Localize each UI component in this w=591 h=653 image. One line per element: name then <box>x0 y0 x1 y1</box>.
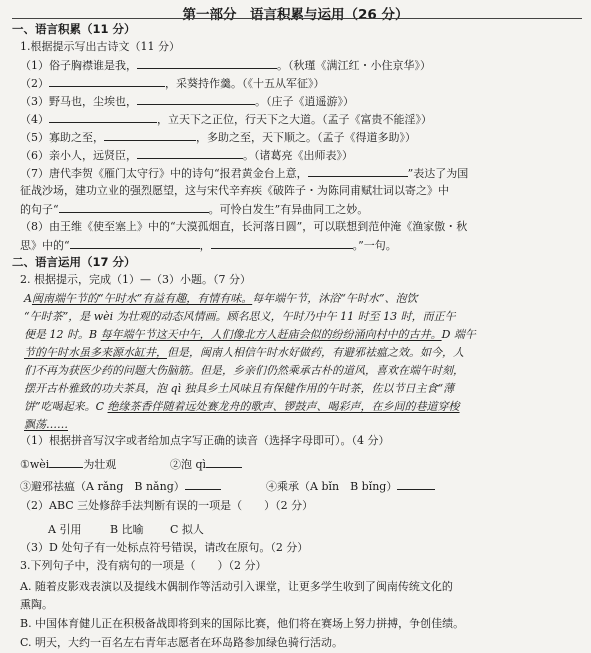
poem-item-2-pre: （2） <box>20 77 49 90</box>
poem-item-7-text-c: 的句子“ <box>20 203 59 216</box>
marker-a: A <box>24 292 32 305</box>
poem-item-8-text-b: ， <box>199 239 211 252</box>
poem-item-8-text-a: 思》中的“ <box>20 239 70 252</box>
sub1-item-b <box>170 456 242 472</box>
passage-line-2 <box>24 308 572 326</box>
passage-text: 便是 12 时。B <box>24 328 101 341</box>
poem-item-7-text-b: ”表达了为国 <box>407 167 469 180</box>
sub1-item-b-label: ②泡 qì <box>170 458 207 471</box>
poem-item-8-line2 <box>20 238 397 253</box>
sub1-item-c-label: ③避邪祛瘟（A rǎng B nǎng） <box>20 480 185 493</box>
q2-prompt: 2. 根据提示，完成（1）—（3）小题。（7 分） <box>20 273 251 286</box>
poem-item-7-line3 <box>20 202 368 217</box>
poem-item-7-line1 <box>20 166 468 181</box>
answer-blank[interactable] <box>137 58 277 69</box>
poem-item-6-pre: （6）亲小人，远贤臣， <box>20 149 137 162</box>
poem-item-7-text-a: （7）唐代李贺《雁门太守行》中的诗句“报君黄金台上意， <box>20 167 308 180</box>
underlined-text: 节的午时水虽多来源水缸井， <box>24 346 167 359</box>
answer-blank[interactable] <box>206 457 242 468</box>
section2-heading: 二、语言运用（17 分） <box>12 255 136 269</box>
passage-text: “午时茶”，是 wèi 为壮观的动态风情画。顾名思义，午时乃中午 11 时至 13 时，而正午 <box>24 310 456 323</box>
poem-item-5-pre: （5）寡助之至， <box>20 131 104 144</box>
sub-question-1: （1）根据拼音写汉字或者给加点字写正确的读音（选择字母即可）。（4 分） <box>20 434 390 447</box>
poem-item-7-text-d: 。可怜白发生”有异曲同工之妙。 <box>208 203 369 216</box>
passage-line-8 <box>24 416 572 434</box>
underlined-text: 闽南端午节的“午时水”有益有趣，有情有味。 <box>31 292 253 305</box>
answer-blank[interactable] <box>49 457 83 468</box>
answer-blank[interactable] <box>137 94 255 105</box>
sub1-item-d <box>266 478 435 494</box>
sub2-option-b[interactable]: B 比喻 <box>110 523 144 536</box>
q3-option-a-line1[interactable]: A. 随着皮影戏表演以及提线木偶制作等活动引入课堂，让更多学生收到了闽南传统文化的 <box>20 580 453 593</box>
passage-text: 但是，闽南人相信午时水好做药，有避邪祛瘟之效。如今，人 <box>167 346 464 359</box>
answer-blank[interactable] <box>397 479 435 490</box>
poem-item-6 <box>20 148 353 163</box>
sub2-option-a[interactable]: A 引用 <box>48 523 82 536</box>
underlined-text: 绝缘茶香伴随着远处赛龙舟的歌声、锣鼓声、喝彩声，在乡间的巷道穿梭 <box>107 400 460 413</box>
poem-item-7-line2: 征战沙场，建功立业的强烈愿望，这与宋代辛弃疾《破阵子・为陈同甫赋壮词以寄之》中 <box>20 184 449 197</box>
q3-option-c[interactable]: C. 明天，大约一百名左右青年志愿者在环岛路参加绿色骑行活动。 <box>20 636 344 649</box>
q3-option-b[interactable]: B. 中国体育健儿正在积极备战即将到来的国际比赛，他们将在赛场上努力拼搏，争创佳绩。 <box>20 617 465 630</box>
passage-line-6 <box>24 380 572 398</box>
answer-blank[interactable] <box>104 130 196 141</box>
q3-option-a-line2: 熏陶。 <box>20 598 53 611</box>
sub1-item-d-label: ④乘承（A bǐn B bǐng） <box>266 480 398 493</box>
poem-item-8-line1: （8）由王维《使至塞上》中的“大漠孤烟直，长河落日圆”，可以联想到范仲淹《渔家傲・秋 <box>20 220 468 233</box>
poem-item-3 <box>20 94 354 109</box>
sub1-item-a-tail: 为壮观 <box>83 458 117 471</box>
answer-blank[interactable] <box>308 166 408 177</box>
poem-item-3-post: 。（庄子《逍遥游》） <box>255 95 354 108</box>
answer-blank[interactable] <box>211 238 353 249</box>
underlined-text: 飘荡…… <box>24 418 68 431</box>
poem-item-4 <box>20 112 432 127</box>
answer-blank[interactable] <box>49 112 157 123</box>
passage-text: 每年端午节，沐浴“午时水”、泡饮 <box>252 292 418 305</box>
title-rule <box>12 18 582 19</box>
sub-question-2: （2）ABC 三处修辞手法判断有误的一项是（ ）（2 分） <box>20 499 314 512</box>
poem-item-1-post: 。（秋瑾《满江红・小住京华》） <box>277 59 431 72</box>
sub1-item-a-label: ①wèi <box>20 458 50 471</box>
sub-question-3: （3）D 处句子有一处标点符号错误，请改在原句。（2 分） <box>20 541 309 554</box>
passage-text: D 端午 <box>441 328 476 341</box>
sub1-item-c <box>20 478 221 494</box>
part-title: 第一部分 语言积累与运用（26 分） <box>182 7 409 23</box>
poem-item-2 <box>20 76 325 91</box>
answer-blank[interactable] <box>185 479 221 490</box>
passage-line-4 <box>24 344 572 362</box>
passage-text: 摆开古朴雅致的功夫茶具，泡 qì 独具乡土风味且有保健作用的午时茶，佐以节日主食“薄 <box>24 382 455 395</box>
passage-line-5 <box>24 362 572 380</box>
answer-blank[interactable] <box>49 76 165 87</box>
poem-item-5-post: ，多助之至，天下顺之。（孟子《得道多助》） <box>196 131 416 144</box>
answer-blank[interactable] <box>59 202 209 213</box>
poem-item-6-post: 。（诸葛亮《出师表》） <box>243 149 353 162</box>
poem-item-2-post: ，采葵持作羹。（《十五从军征》） <box>165 77 325 90</box>
poem-item-4-post: ，立天下之正位，行天下之大道。（孟子《富贵不能淫》） <box>157 113 432 126</box>
section1-heading: 一、语言积累（11 分） <box>12 22 136 36</box>
poem-item-3-pre: （3）野马也，尘埃也， <box>20 95 137 108</box>
passage-text: 饼”吃喝起来。C <box>24 400 108 413</box>
passage-line-3 <box>24 326 572 344</box>
passage-line-1 <box>24 290 572 308</box>
answer-blank[interactable] <box>137 148 243 159</box>
poem-item-1 <box>20 58 431 73</box>
poem-item-8-text-c: 。”一句。 <box>352 239 397 252</box>
underlined-text: 每年端午节这天中午，人们像北方人赶庙会似的纷纷涌向村中的古井。 <box>100 328 442 341</box>
poem-item-4-pre: （4） <box>20 113 49 126</box>
q3-prompt: 3.下列句子中，没有病句的一项是（ ）（2 分） <box>20 559 267 572</box>
poem-item-5 <box>20 130 416 145</box>
passage-text: 们不再为获医少药的问题大伤脑筋。但是，乡亲们仍然乘承古朴的道风，喜欢在端午时刻， <box>24 364 464 377</box>
passage-line-7 <box>24 398 572 416</box>
q1-prompt: 1.根据提示写出古诗文（11 分） <box>20 40 180 53</box>
sub2-option-c[interactable]: C 拟人 <box>170 523 204 536</box>
answer-blank[interactable] <box>70 238 200 249</box>
sub1-item-a <box>20 456 116 472</box>
poem-item-1-pre: （1）俗子胸襟谁是我， <box>20 59 137 72</box>
